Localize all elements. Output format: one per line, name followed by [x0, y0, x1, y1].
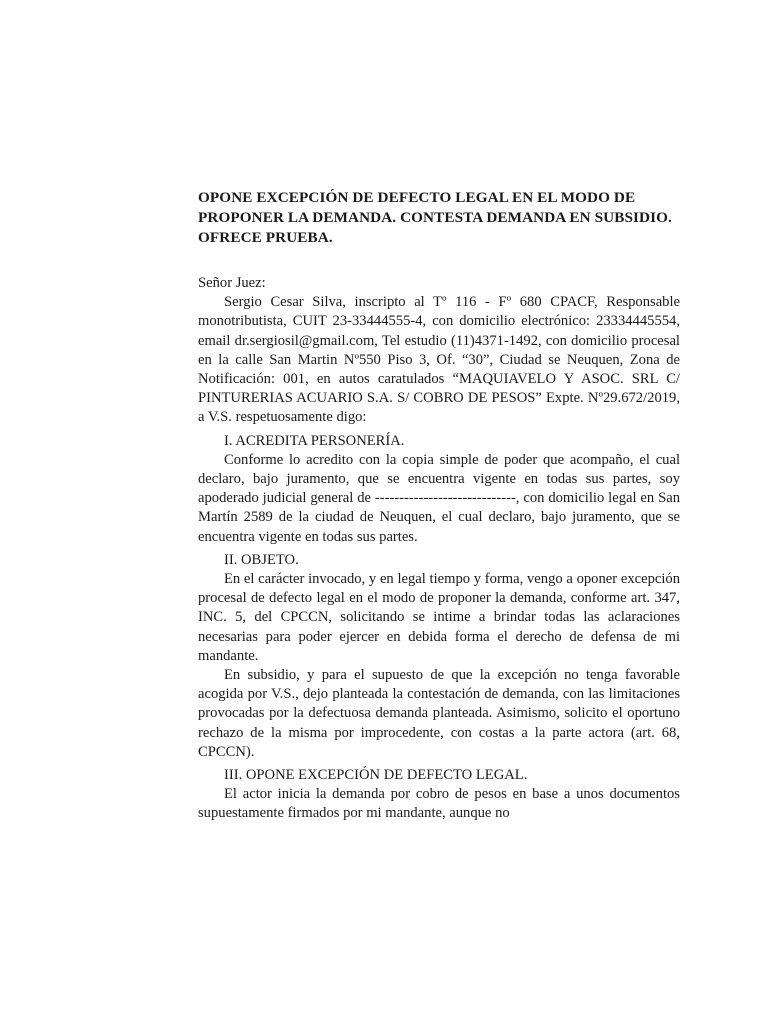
intro-paragraph: Sergio Cesar Silva, inscripto al Tº 116 - Fº 680 CPACF, Responsable monotributista, CUIT 23-33444555-4, con domicilio electrónico: 23334445554, email dr.sergiosil@gmail.com, Tel estudio (11)4371-1492, con domicilio procesal en la calle San Martin Nº550 Piso 3, Of. “30”, Ciudad se Neuquen, Zona de Notificación: 001, en autos caratulados “MAQUIAVELO Y ASOC. SRL C/ PINTURERIAS ACUARIO S.A. S/ COBRO DE PESOS” Expte. Nº29.672/2019, a V.S. respetuosamente digo:: [198, 294, 680, 426]
salutation: Señor Juez:: [198, 275, 266, 291]
section-heading-personeria: I. ACREDITA PERSONERÍA.: [224, 432, 405, 449]
section-paragraph: En subsidio, y para el supuesto de que la excepción no tenga favorable acogida por V.S., dejo planteada la contestación de demanda, con las limitaciones provocadas por la defectuosa demanda planteada. Asimismo, solicito el oportuno rechazo de la misma por improcedente, con costas a la parte actora (art. 68, CPCCN).: [198, 667, 680, 760]
section-paragraph: En el carácter invocado, y en legal tiempo y forma, vengo a oponer excepción procesal de defecto legal en el modo de proponer la demanda, conforme art. 347, INC. 5, del CPCCN, solicitando se intime a brindar todas las aclaraciones necesarias para poder ejercer en debida forma el derecho de defensa de mi mandante.: [198, 571, 680, 664]
section-heading-excepcion: III. OPONE EXCEPCIÓN DE DEFECTO LEGAL.: [224, 767, 528, 784]
document-page: [198, 188, 680, 824]
section-paragraph: El actor inicia la demanda por cobro de pesos en base a unos documentos supuestamente firmados por mi mandante, aunque no: [198, 786, 680, 822]
document-title: OPONE EXCEPCIÓN DE DEFECTO LEGAL EN EL MODO DE PROPONER LA DEMANDA. CONTESTA DEMANDA EN SUBSIDIO. OFRECE PRUEBA.: [198, 189, 672, 246]
section-paragraph: Conforme lo acredito con la copia simple de poder que acompaño, el cual declaro, bajo juramento, que se encuentra vigente en todas sus partes, soy apoderado judicial general de -----------------------------, con domicilio legal en San Martín 2589 de la ciudad de Neuquen, el cual declaro, bajo juramento, que se encuentra vigente en todas sus partes.: [198, 451, 680, 545]
section-heading-objeto: II. OBJETO.: [224, 551, 299, 568]
